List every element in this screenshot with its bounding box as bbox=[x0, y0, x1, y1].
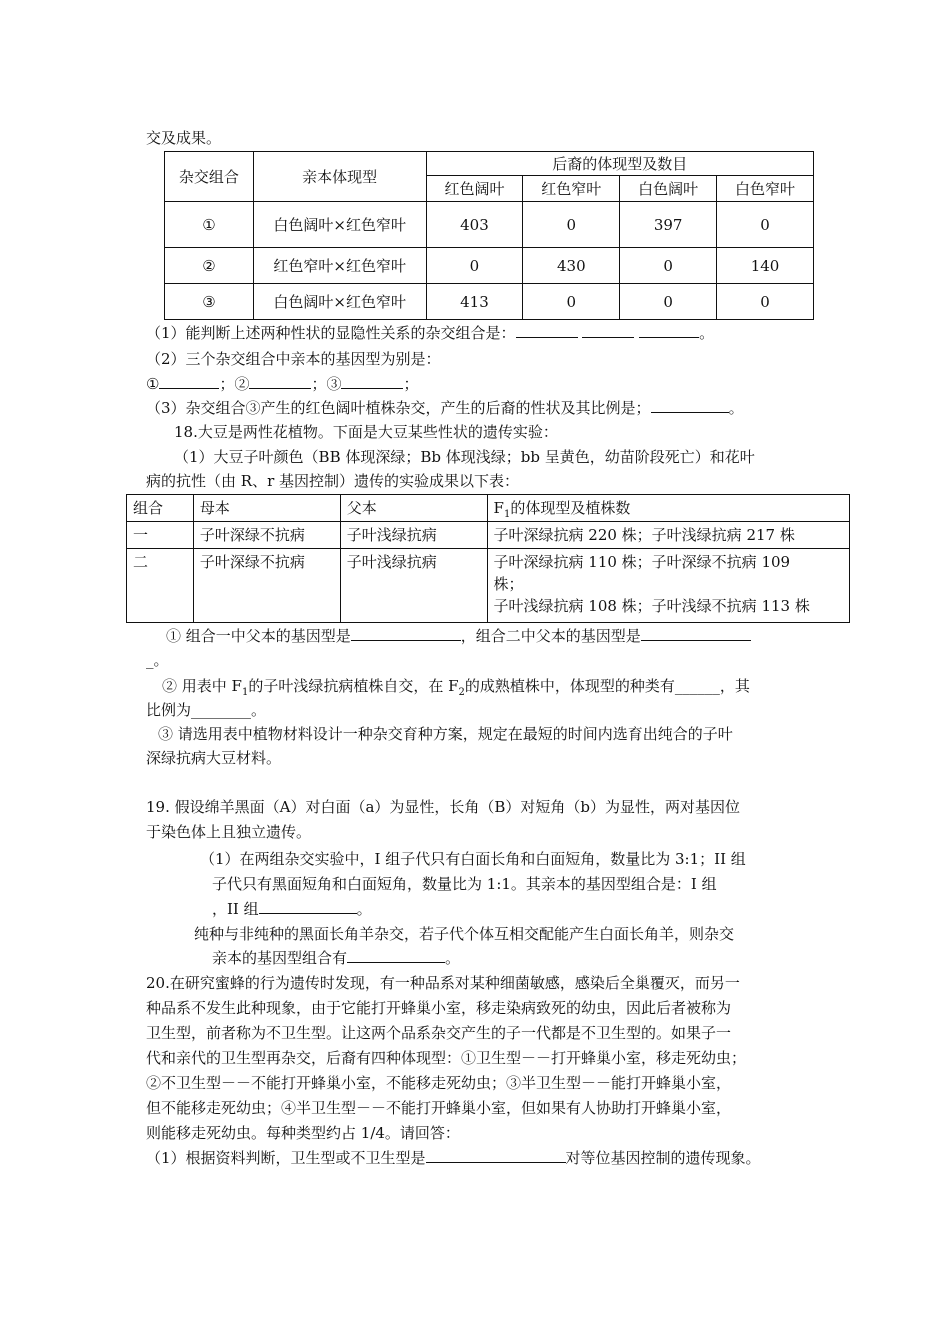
table-row bbox=[127, 549, 850, 623]
f1-sub: 1 bbox=[503, 509, 511, 520]
cell-result bbox=[487, 549, 849, 623]
subscript: 1 bbox=[241, 687, 249, 698]
label: ；② bbox=[219, 375, 250, 393]
q20-line: 种品系不发生此种现象，由于它能打开蜂巢小室，移走染病致死的幼虫，因此后者被称为 bbox=[146, 999, 732, 1017]
cell-value: 0 bbox=[426, 248, 523, 284]
q20-line: 20.在研究蜜蜂的行为遗传时发现，有一种品系对某种细菌敏感，感染后全巢覆灭，而另一 bbox=[146, 974, 740, 992]
answer-blank[interactable] bbox=[249, 374, 311, 389]
q20-line: 则能移走死幼虫。每种类型约占 1/4。请回答： bbox=[146, 1124, 460, 1142]
q18-para: 病的抗性（由 R、r 基因控制）遗传的实验成果以下表： bbox=[146, 472, 520, 490]
text: ② 用表中 F bbox=[162, 677, 242, 695]
q19-sub2-end bbox=[212, 948, 460, 968]
f1-f: F bbox=[493, 499, 504, 517]
question-2: （2）三个杂交组合中亲本的基因型为别是： bbox=[146, 350, 441, 368]
header-mother: 母本 bbox=[193, 495, 340, 522]
answer-blank[interactable] bbox=[516, 323, 578, 338]
cell-value: 0 bbox=[523, 202, 620, 248]
sub-header: 白色窄叶 bbox=[717, 176, 814, 202]
q19-sub1: （1）在两组杂交实验中，I 组子代只有白面长角和白面短角，数量比为 3:1；II 组 bbox=[200, 850, 746, 868]
question-3-text: （3）杂交组合③产生的红色阔叶植株杂交，产生的后裔的性状及其比例是； bbox=[146, 399, 651, 417]
f1-table bbox=[126, 494, 850, 623]
cell-combo: 二 bbox=[127, 549, 194, 623]
header-offspring: 后裔的体现型及数目 bbox=[426, 152, 813, 176]
cell-value: 0 bbox=[620, 248, 717, 284]
answer-blank[interactable] bbox=[426, 1148, 566, 1163]
q19-sub1-end bbox=[212, 899, 372, 919]
cell-value: 140 bbox=[717, 248, 814, 284]
sub-header: 白色阔叶 bbox=[620, 176, 717, 202]
header-parent: 亲本体现型 bbox=[253, 152, 426, 202]
q18-sub2-end: 比例为________。 bbox=[146, 701, 267, 719]
cell-value: 403 bbox=[426, 202, 523, 248]
label: ① bbox=[146, 375, 160, 393]
question-3 bbox=[146, 398, 744, 418]
answer-blank[interactable] bbox=[651, 398, 729, 413]
period: 。 bbox=[699, 324, 715, 342]
period: 。 bbox=[445, 949, 461, 967]
hybrid-table bbox=[164, 151, 814, 320]
cell-id: ② bbox=[165, 248, 254, 284]
text: 对等位基因控制的遗传现象。 bbox=[565, 1149, 761, 1167]
header-combo: 组合 bbox=[127, 495, 194, 522]
answer-blank[interactable] bbox=[341, 374, 403, 389]
cell-father: 子叶浅绿抗病 bbox=[340, 549, 487, 623]
q19-line: 于染色体上且独立遗传。 bbox=[146, 823, 312, 841]
q18-sub1 bbox=[166, 626, 751, 646]
q20-line: 卫生型，前者称为不卫生型。让这两个品系杂交产生的子一代都是不卫生型的。如果子一 bbox=[146, 1024, 732, 1042]
q18-sub1-end: _。 bbox=[146, 651, 169, 669]
label: ；③ bbox=[311, 375, 342, 393]
intro-line: 交及成果。 bbox=[146, 129, 222, 147]
answer-blank[interactable] bbox=[351, 626, 461, 641]
period: 。 bbox=[728, 399, 744, 417]
text: 的成熟植株中，体现型的种类有______，其 bbox=[464, 677, 750, 695]
header-f1 bbox=[487, 495, 849, 522]
cell-value: 0 bbox=[620, 284, 717, 320]
answer-blank[interactable] bbox=[639, 323, 699, 338]
q18-sub2 bbox=[162, 676, 750, 696]
cell-id: ③ bbox=[165, 284, 254, 320]
header-father: 父本 bbox=[340, 495, 487, 522]
q19-sub1: 子代只有黑面短角和白面短角，数量比为 1:1。其亲本的基因型组合是：I 组 bbox=[212, 875, 717, 893]
cell-value: 0 bbox=[523, 284, 620, 320]
answer-blank[interactable] bbox=[641, 626, 751, 641]
cell-mother: 子叶深绿不抗病 bbox=[193, 522, 340, 549]
table-row bbox=[165, 284, 814, 320]
cell-result: 子叶深绿抗病 220 株；子叶浅绿抗病 217 株 bbox=[487, 522, 849, 549]
q18-para: （1）大豆子叶颜色（BB 体现深绿；Bb 体现浅绿；bb 呈黄色，幼苗阶段死亡）和花叶 bbox=[174, 448, 755, 466]
result-line: 子叶浅绿抗病 108 株；子叶浅绿不抗病 113 株 bbox=[493, 597, 810, 615]
question-1-text: （1）能判断上述两种性状的显隐性关系的杂交组合是： bbox=[146, 324, 516, 342]
question-2-answers bbox=[146, 374, 419, 394]
q20-line: ②不卫生型－－不能打开蜂巢小室，不能移走死幼虫；③半卫生型－－能打开蜂巢小室， bbox=[146, 1074, 732, 1092]
table-row bbox=[165, 248, 814, 284]
q19-line: 19. 假设绵羊黑面（A）对白面（a）为显性，长角（B）对短角（b）为显性，两对基因位 bbox=[146, 798, 741, 816]
table-row bbox=[127, 522, 850, 549]
question-1 bbox=[146, 323, 714, 343]
label: ； bbox=[403, 375, 419, 393]
q20-sub1 bbox=[146, 1148, 761, 1168]
period: 。 bbox=[356, 900, 372, 918]
q20-line: 但不能移走死幼虫；④半卫生型－－不能打开蜂巢小室，但如果有人协助打开蜂巢小室， bbox=[146, 1099, 732, 1117]
cell-parent: 白色阔叶×红色窄叶 bbox=[253, 284, 426, 320]
cell-parent: 白色阔叶×红色窄叶 bbox=[253, 202, 426, 248]
cell-id: ① bbox=[165, 202, 254, 248]
cell-value: 0 bbox=[717, 284, 814, 320]
q19-sub2: 纯种与非纯种的黑面长角羊杂交，若子代个体互相交配能产生白面长角羊，则杂交 bbox=[194, 925, 735, 943]
subscript: 2 bbox=[458, 687, 465, 698]
answer-blank[interactable] bbox=[259, 899, 357, 914]
text: ，II 组 bbox=[212, 900, 259, 918]
cell-value: 0 bbox=[717, 202, 814, 248]
answer-blank[interactable] bbox=[347, 948, 445, 963]
cell-parent: 红色窄叶×红色窄叶 bbox=[253, 248, 426, 284]
cell-value: 430 bbox=[523, 248, 620, 284]
sub-header: 红色阔叶 bbox=[426, 176, 523, 202]
text: ，组合二中父本的基因型是 bbox=[460, 627, 641, 645]
cell-father: 子叶浅绿抗病 bbox=[340, 522, 487, 549]
cell-value: 413 bbox=[426, 284, 523, 320]
text: 亲本的基因型组合有 bbox=[212, 949, 348, 967]
cell-mother: 子叶深绿不抗病 bbox=[193, 549, 340, 623]
text: ① 组合一中父本的基因型是 bbox=[166, 627, 351, 645]
q18-sub3: ③ 请选用表中植物材料设计一种杂交育种方案，规定在最短的时间内选育出纯合的子叶 bbox=[158, 725, 733, 743]
text: 的子叶浅绿抗病植株自交，在 F bbox=[248, 677, 459, 695]
f1-rest: 的体现型及植株数 bbox=[510, 499, 631, 517]
q20-line: 代和亲代的卫生型再杂交，后裔有四种体现型：①卫生型－－打开蜂巢小室，移走死幼虫； bbox=[146, 1049, 747, 1067]
result-line: 子叶深绿抗病 110 株；子叶深绿不抗病 109 bbox=[493, 553, 791, 571]
answer-blank[interactable] bbox=[159, 374, 219, 389]
answer-blank[interactable] bbox=[582, 323, 634, 338]
cell-combo: 一 bbox=[127, 522, 194, 549]
q18-title: 18.大豆是两性花植物。下面是大豆某些性状的遗传实验： bbox=[174, 423, 558, 441]
q18-sub3-end: 深绿抗病大豆材料。 bbox=[146, 749, 282, 767]
result-line: 株； bbox=[493, 575, 524, 593]
cell-value: 397 bbox=[620, 202, 717, 248]
header-combo: 杂交组合 bbox=[165, 152, 254, 202]
sub-header: 红色窄叶 bbox=[523, 176, 620, 202]
table-row bbox=[165, 202, 814, 248]
text: （1）根据资料判断，卫生型或不卫生型是 bbox=[146, 1149, 426, 1167]
